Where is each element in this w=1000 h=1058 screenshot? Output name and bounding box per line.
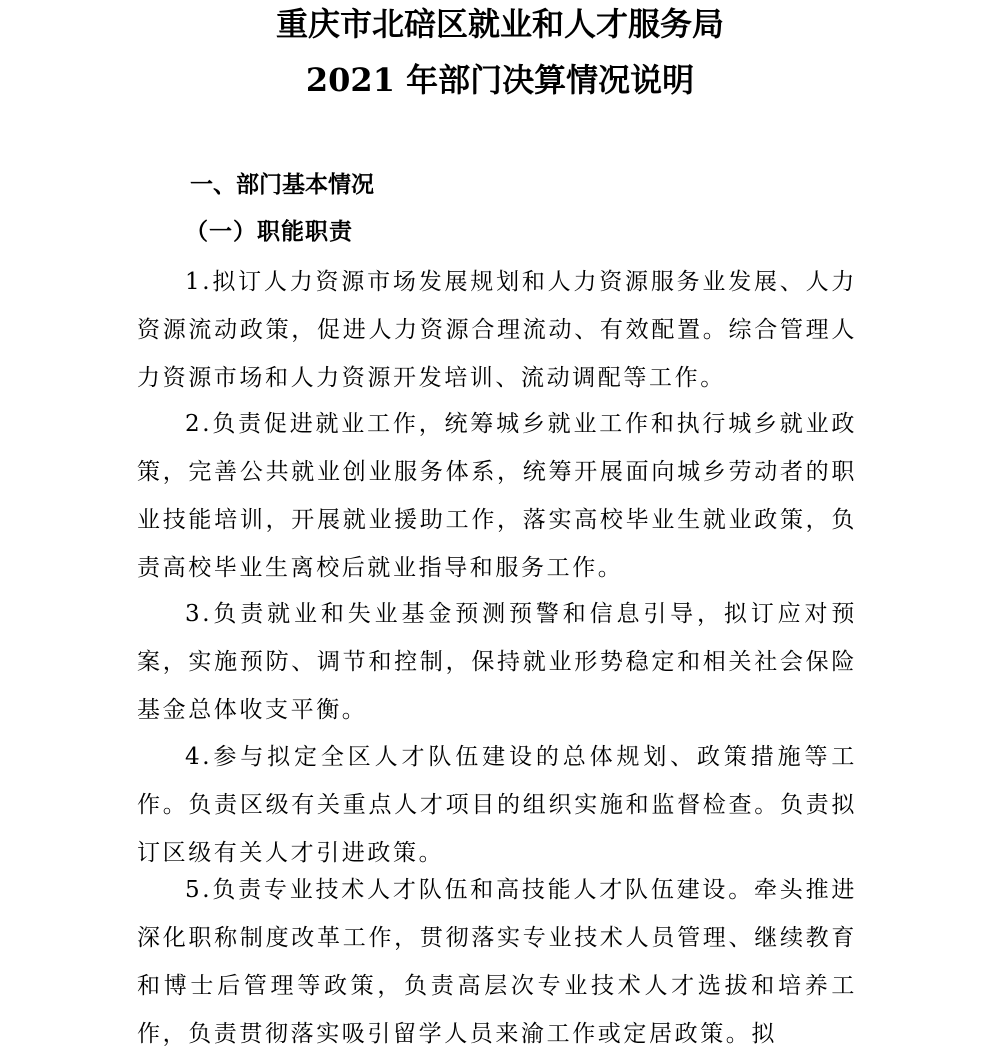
- document-title-line1: 重庆市北碚区就业和人才服务局: [275, 5, 724, 43]
- body-paragraph-3: 3.负责就业和失业基金预测预警和信息引导，拟订应对预案，实施预防、调节和控制，保持就业形势稳定和相关社会保险基金总体收支平衡。: [137, 601, 857, 723]
- document-title-line2: 2021 年部门决算情况说明: [305, 61, 695, 99]
- body-paragraph-1: 1.拟订人力资源市场发展规划和人力资源服务业发展、人力资源流动政策，促进人力资源合理流动、有效配置。综合管理人力资源市场和人力资源开发培训、流动调配等工作。: [137, 269, 857, 391]
- body-paragraph-2: 2.负责促进就业工作，统筹城乡就业工作和执行城乡就业政策，完善公共就业创业服务体系，统筹开展面向城乡劳动者的职业技能培训，开展就业援助工作，落实高校毕业生就业政策，负责高校毕业生离校后就业指导和服务工作。: [137, 411, 857, 581]
- subsection-heading-functions: （一）职能职责: [185, 219, 353, 245]
- body-paragraph-5: 5.负责专业技术人才队伍和高技能人才队伍建设。牵头推进深化职称制度改革工作，贯彻落实专业技术人员管理、继续教育和博士后管理等政策，负责高层次专业技术人才选拔和培养工作，负责贯彻落实吸引留学人员来渝工作或定居政策。拟: [137, 877, 857, 1047]
- body-paragraph-4: 4.参与拟定全区人才队伍建设的总体规划、政策措施等工作。负责区级有关重点人才项目的组织实施和监督检查。负责拟订区级有关人才引进政策。: [137, 744, 857, 866]
- section-heading-basic-info: 一、部门基本情况: [190, 172, 374, 198]
